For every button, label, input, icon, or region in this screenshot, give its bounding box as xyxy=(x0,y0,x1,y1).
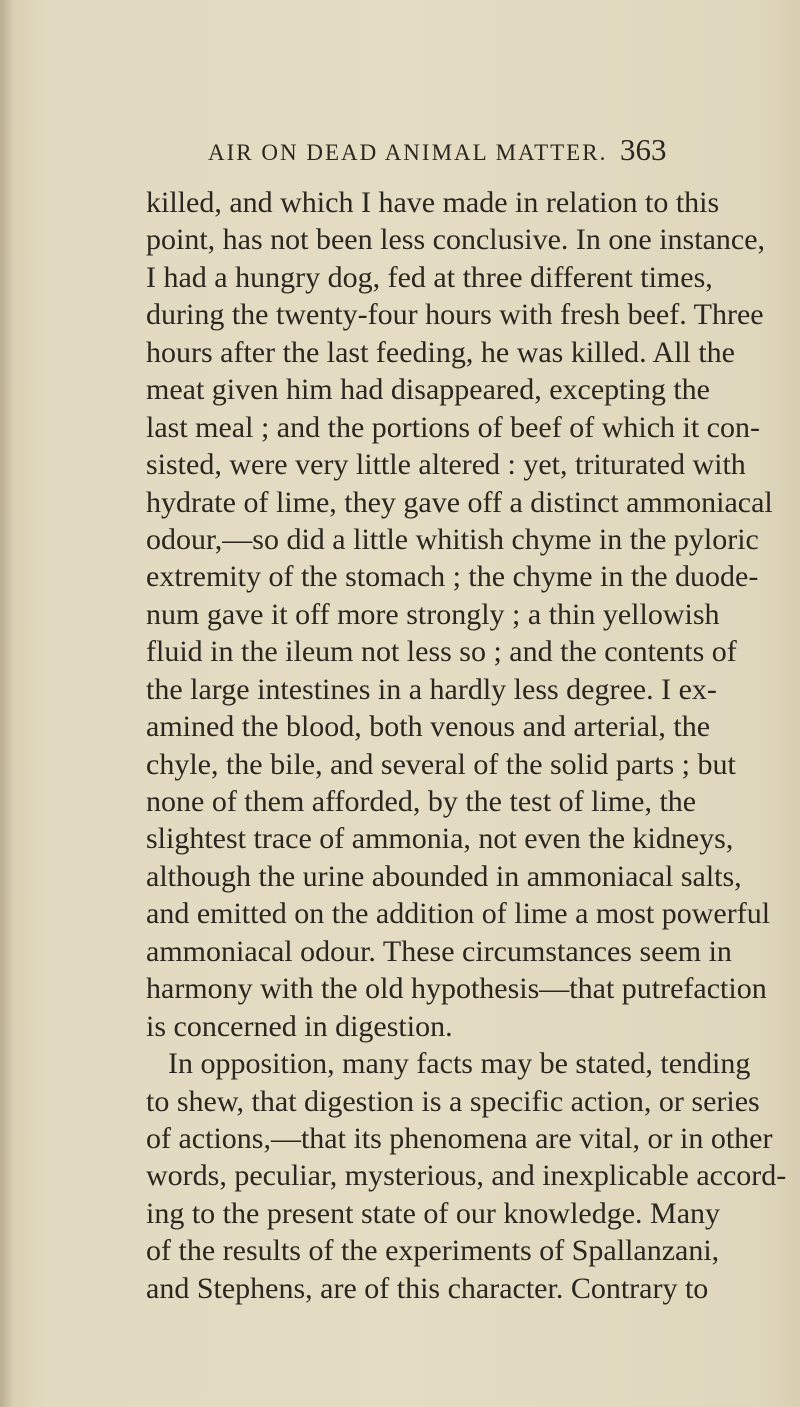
body-text xyxy=(146,184,787,1307)
page-gutter-shadow xyxy=(0,0,14,1407)
text-line: and emitted on the addition of lime a most powerful xyxy=(146,897,771,931)
text-line: and Stephens, are of this character. Contrary to xyxy=(146,1271,709,1305)
text-line: words, peculiar, mysterious, and inexplicable accord- xyxy=(146,1159,787,1193)
text-line: ammoniacal odour. These circumstances seem in xyxy=(146,934,732,968)
text-line: meat given him had disappeared, excepting the xyxy=(146,373,710,407)
running-title: AIR ON DEAD ANIMAL MATTER. xyxy=(208,140,608,165)
text-line: of the results of the experiments of Spallanzani, xyxy=(146,1234,720,1268)
text-line: to shew, that digestion is a specific action, or series xyxy=(146,1084,760,1118)
text-line: sisted, were very little altered : yet, triturated with xyxy=(146,448,746,482)
text-line: point, has not been less conclusive. In one instance, xyxy=(146,223,766,257)
text-line: num gave it off more strongly ; a thin yellowish xyxy=(146,597,720,631)
text-line: slightest trace of ammonia, not even the kidneys, xyxy=(146,822,734,856)
text-line: none of them afforded, by the test of lime, the xyxy=(146,785,697,818)
text-line: although the urine abounded in ammoniacal salts, xyxy=(146,859,742,893)
text-line: hours after the last feeding, he was killed. All the xyxy=(146,335,735,369)
text-line: the large intestines in a hardly less degree. I ex- xyxy=(146,672,717,706)
text-line: odour,—so did a little whitish chyme in the pyloric xyxy=(146,522,759,556)
text-line: killed, and which I have made in relation to this xyxy=(146,186,720,219)
text-line: extremity of the stomach ; the chyme in the duode- xyxy=(146,560,759,594)
text-line: I had a hungry dog, fed at three different times, xyxy=(146,260,713,294)
text-line: is concerned in digestion. xyxy=(146,1009,453,1043)
page-number: 363 xyxy=(620,132,667,167)
text-line: during the twenty-four hours with fresh beef. Three xyxy=(146,298,764,332)
text-line: last meal ; and the portions of beef of which it con- xyxy=(146,410,760,444)
text-line: amined the blood, both venous and arterial, the xyxy=(146,710,711,744)
text-line: hydrate of lime, they gave off a distinct ammoniacal xyxy=(146,485,773,519)
text-line: chyle, the bile, and several of the solid parts ; but xyxy=(146,747,736,781)
text-line: ing to the present state of our knowledge. Many xyxy=(146,1196,721,1230)
text-line: of actions,—that its phenomena are vital, or in other xyxy=(146,1121,773,1155)
text-line: In opposition, many facts may be stated, tending xyxy=(168,1047,751,1081)
text-line: harmony with the old hypothesis—that putrefaction xyxy=(146,972,767,1006)
text-line: fluid in the ileum not less so ; and the contents of xyxy=(146,635,737,669)
